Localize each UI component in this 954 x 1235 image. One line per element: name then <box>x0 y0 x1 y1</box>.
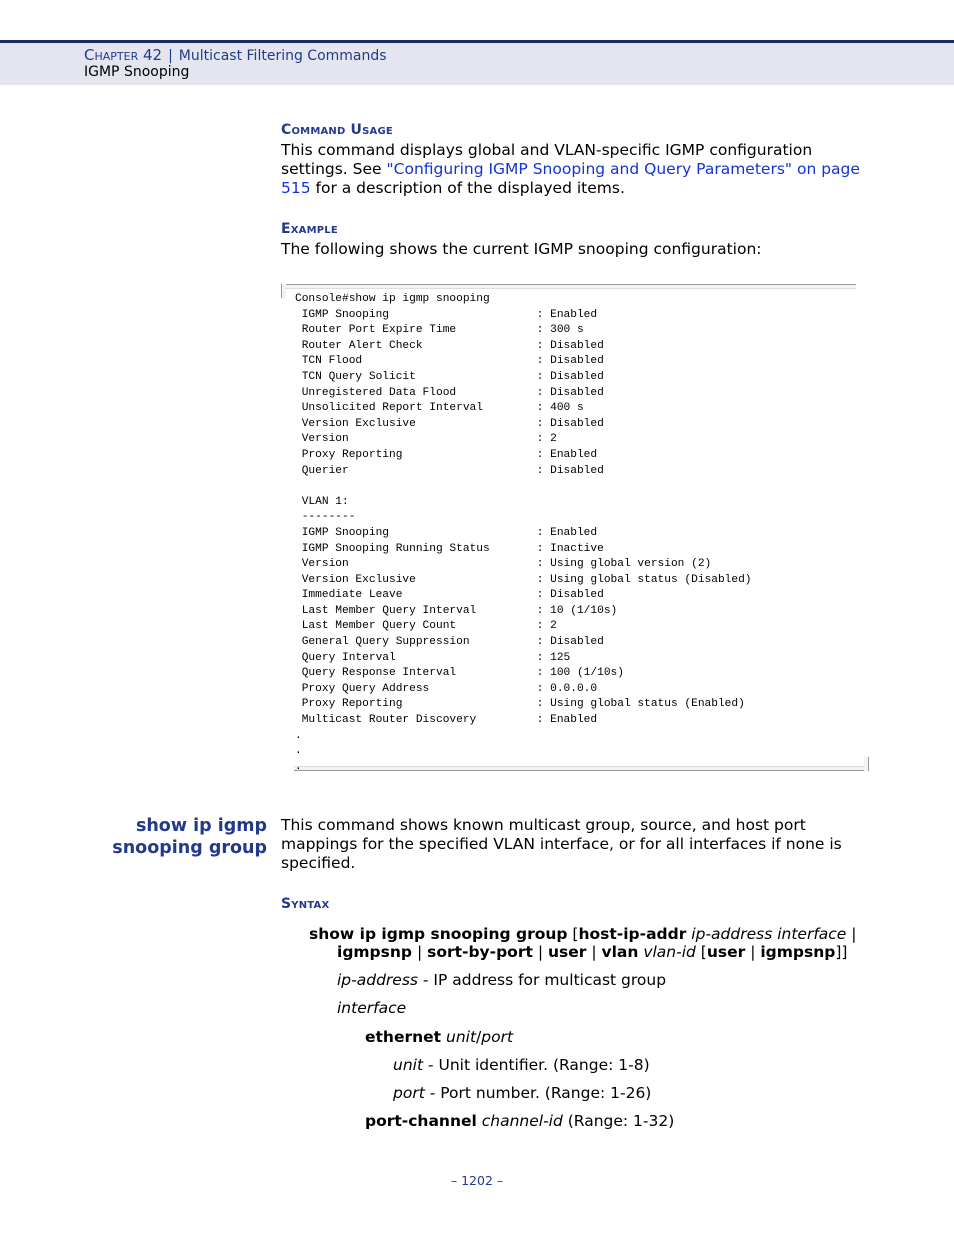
code-block-top-border <box>281 284 856 289</box>
syntax-line-2 <box>337 943 847 962</box>
syntax-bracket-close: ]] <box>835 943 848 961</box>
code-block-right-border <box>864 757 869 771</box>
code-block <box>281 284 869 773</box>
syntax-keyword-user: user <box>706 943 746 961</box>
command-title-line2: snooping group <box>112 838 267 858</box>
param-channel-id: channel-id <box>476 1112 563 1130</box>
command-title <box>100 815 267 859</box>
syntax-keyword-igmpsnp: igmpsnp <box>337 943 413 961</box>
command-usage-text-before: This command displays global and VLAN-specific IGMP configuration settings. See <box>281 141 813 178</box>
chapter-number: Chapter 42 <box>84 46 163 64</box>
syntax-command: show ip igmp snooping group <box>309 925 568 943</box>
param-ethernet-port: port <box>481 1028 514 1046</box>
page-number: – 1202 – <box>450 1173 504 1188</box>
param-unit-desc: - Unit identifier. (Range: 1-8) <box>423 1056 650 1074</box>
param-port-channel-keyword: port-channel <box>365 1112 477 1130</box>
param-ip-address-term: ip-address <box>337 971 418 989</box>
param-port-desc: - Port number. (Range: 1-26) <box>424 1084 652 1102</box>
header-section: IGMP Snooping <box>84 64 190 80</box>
console-output: Console#show ip igmp snooping IGMP Snooping : Enabled Router Port Expire Time : 300 s Router Alert Check : Disabled TCN Flood : Disabled TCN Query Solicit : Disabled Unregistered Data Flood : Disabled Unsolicited Report Interval : 400 s Version Exclusive : Disabled Version : 2 Proxy Reporting : Enabled Querier : Disabled VLAN 1: -------- IGMP Snooping : Enabled IGMP Snooping Running Status : Inactive Version : Using global version (2) Version Exclusive : Using global status (Disabled) Immediate Leave : Disabled Last Member Query Interval : 10 (1/10s) Last Member Query Count : 2 General Query Suppression : Disabled Query Interval : 125 Query Response Interval : 100 (1/10s) Proxy Query Address : 0.0.0.0 Proxy Reporting : Using global status (Enabled) Multicast Router Discovery : Enabled . . . <box>295 293 752 773</box>
syntax-bracket-open: [ <box>695 943 707 961</box>
command-title-line1: show ip igmp <box>135 816 267 836</box>
syntax-pipe: | <box>532 943 548 961</box>
param-channel-range: (Range: 1-32) <box>562 1112 675 1130</box>
param-ip-address <box>337 971 666 990</box>
param-unit <box>393 1056 650 1075</box>
syntax-pipe: | <box>412 943 428 961</box>
syntax-arg-ip-interface: ip-address interface <box>686 925 847 943</box>
syntax-pipe: | <box>745 943 761 961</box>
syntax-line-1 <box>309 925 857 944</box>
syntax-keyword-user: user <box>547 943 587 961</box>
syntax-heading: Syntax <box>281 896 330 912</box>
header-chapter-line <box>84 46 387 64</box>
param-ethernet-keyword: ethernet <box>365 1028 442 1046</box>
command-usage-text-after: for a description of the displayed items. <box>310 178 625 197</box>
cross-reference-link[interactable]: "Configuring IGMP Snooping and Query Parameters" on page 515 <box>281 159 860 197</box>
command-usage-heading: Command Usage <box>281 122 393 138</box>
param-ethernet <box>365 1028 513 1047</box>
header-separator: | <box>168 48 173 64</box>
param-port-channel <box>365 1112 674 1131</box>
example-heading: Example <box>281 221 338 237</box>
syntax-keyword-vlan: vlan <box>601 943 639 961</box>
syntax-keyword-sort-by-port: sort-by-port <box>427 943 533 961</box>
param-ethernet-slash: / <box>476 1028 482 1046</box>
syntax-bracket-open: [ <box>567 925 579 943</box>
command-usage-text <box>281 141 861 197</box>
param-port-term: port <box>393 1084 425 1102</box>
syntax-arg-vlan-id: vlan-id <box>638 943 696 961</box>
syntax-pipe: | <box>586 943 602 961</box>
syntax-pipe: | <box>846 925 857 943</box>
param-unit-term: unit <box>393 1056 424 1074</box>
param-port <box>393 1084 651 1103</box>
chapter-title: Multicast Filtering Commands <box>178 48 387 64</box>
syntax-keyword-host-ip-addr: host-ip-addr <box>578 925 687 943</box>
syntax-keyword-igmpsnp: igmpsnp <box>760 943 836 961</box>
example-text: The following shows the current IGMP snooping configuration: <box>281 240 762 258</box>
param-interface: interface <box>337 999 407 1017</box>
param-ip-address-desc: - IP address for multicast group <box>417 971 667 989</box>
param-ethernet-unit: unit <box>441 1028 477 1046</box>
code-block-left-border <box>281 284 286 298</box>
command-description: This command shows known multicast group, source, and host port mappings for the specified VLAN interface, or for all interfaces if none is specified. <box>281 816 842 872</box>
